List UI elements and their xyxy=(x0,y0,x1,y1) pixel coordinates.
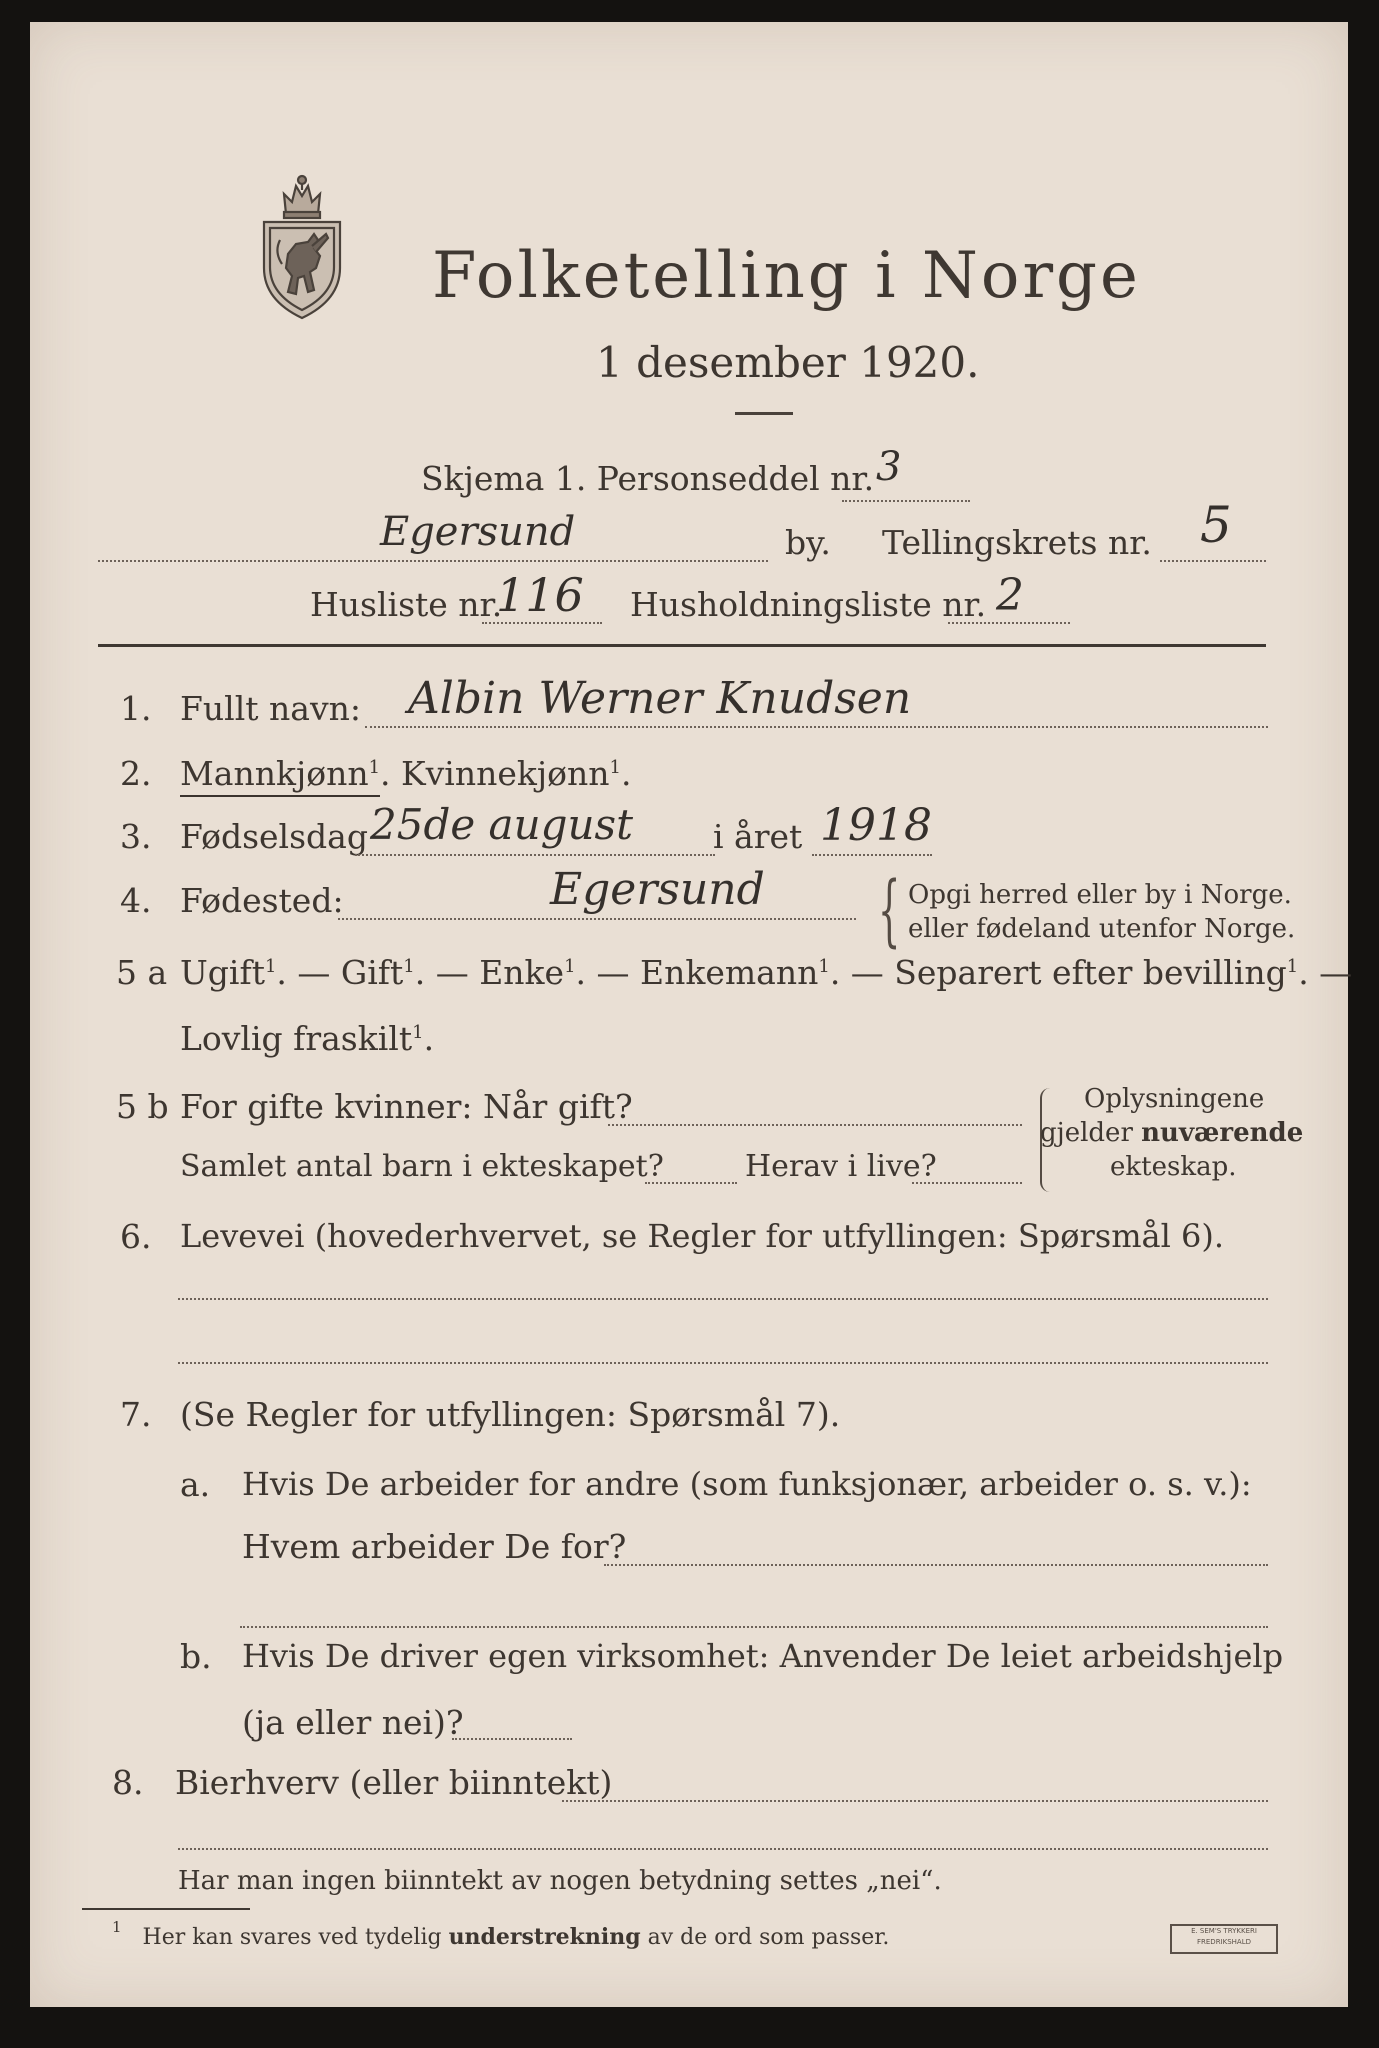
q6-line-2 xyxy=(178,1362,1268,1364)
by-value: Egersund xyxy=(380,509,576,555)
q5b-married-line xyxy=(608,1124,1022,1126)
q6-label: Levevei (hovederhvervet, se Regler for utfyllingen: Spørsmål 6). xyxy=(180,1217,1225,1255)
q7a-line xyxy=(604,1564,1268,1566)
by-line xyxy=(98,560,768,562)
q8-line-1 xyxy=(562,1800,1268,1802)
title-divider xyxy=(735,412,793,415)
husholdning-value: 2 xyxy=(996,570,1024,621)
q3-number: 3. xyxy=(120,817,152,856)
footnote-marker: 1 xyxy=(112,1918,122,1936)
q3-day-value: 25de august xyxy=(370,800,633,849)
q5a-line2: Lovlig fraskilt$^1$. xyxy=(180,1019,435,1058)
skjema-line xyxy=(842,500,970,502)
coat-of-arms-icon xyxy=(258,172,346,322)
printer-stamp xyxy=(1170,1924,1278,1954)
q8-note: Har man ingen biinntekt av nogen betydning settes „nei“. xyxy=(178,1866,942,1896)
q5a-number: 5 a xyxy=(116,953,168,992)
q4-number: 4. xyxy=(120,881,152,920)
husliste-line xyxy=(482,622,602,624)
tellingskrets-line xyxy=(1160,560,1266,562)
q4-label: Fødested: xyxy=(180,881,344,920)
q8-number: 8. xyxy=(112,1763,144,1802)
husliste-value: 116 xyxy=(496,568,584,622)
footnote-rule xyxy=(82,1908,250,1910)
q7a-letter: a. xyxy=(180,1465,211,1504)
q8-line-2 xyxy=(178,1848,1268,1850)
q4-note-1: Opgi herred eller by i Norge. xyxy=(908,880,1292,910)
q7b-letter: b. xyxy=(180,1637,212,1676)
q4-note-brace: { xyxy=(878,866,901,956)
q1-label: Fullt navn: xyxy=(180,689,361,728)
q3-year-label: i året xyxy=(713,817,803,856)
tellingskrets-label: Tellingskrets nr. xyxy=(882,523,1152,562)
q5b-label-3: Herav i live? xyxy=(745,1149,937,1184)
q4-note-2: eller fødeland utenfor Norge. xyxy=(908,914,1296,944)
q1-number: 1. xyxy=(120,689,152,728)
q2-female: Kvinnekjønn xyxy=(401,754,610,793)
q5a-options: Ugift$^1$. — Gift$^1$. — Enke$^1$. — Enkemann$^1$. — Separert efter bevilling$^1$. — xyxy=(180,953,1353,992)
q4-value: Egersund xyxy=(550,864,765,915)
q7-label: (Se Regler for utfyllingen: Spørsmål 7). xyxy=(180,1395,841,1434)
printer-stamp-line2: FREDRIKSHALD xyxy=(1196,1938,1251,1946)
census-form-sheet xyxy=(30,22,1353,2007)
q8-label: Bierhverv (eller biinntekt) xyxy=(175,1763,613,1802)
form-date: 1 desember 1920. xyxy=(596,338,980,387)
q7b-line1: Hvis De driver egen virksomhet: Anvender De leiet arbeidshjelp xyxy=(242,1637,1284,1675)
q7b-line2: (ja eller nei)? xyxy=(242,1703,464,1742)
q7a-line-extra xyxy=(240,1626,1268,1628)
q7a-line1: Hvis De arbeider for andre (som funksjonær, arbeider o. s. v.): xyxy=(242,1465,1252,1503)
q1-line xyxy=(365,726,1268,728)
q3-year-line xyxy=(812,854,932,856)
q5b-alive-line xyxy=(912,1182,1022,1184)
skjema-label: Skjema 1. Personseddel nr. xyxy=(421,459,875,498)
q2-options: Mannkjønn$^1$. Kvinnekjønn$^1$. xyxy=(180,757,631,790)
husholdning-line xyxy=(948,622,1070,624)
header-rule xyxy=(98,644,1266,647)
q3-year-value: 1918 xyxy=(820,800,932,851)
q5b-note-3: ekteskap. xyxy=(1110,1152,1237,1182)
q5b-number: 5 b xyxy=(116,1087,169,1126)
q6-line-1 xyxy=(178,1298,1268,1300)
husholdning-label: Husholdningsliste nr. xyxy=(630,585,987,624)
skjema-value: 3 xyxy=(876,444,902,490)
q1-value: Albin Werner Knudsen xyxy=(408,673,912,724)
q3-day-line xyxy=(355,854,715,856)
q5b-children-line xyxy=(645,1182,737,1184)
q5b-label-2: Samlet antal barn i ekteskapet? xyxy=(180,1149,664,1184)
form-title: Folketelling i Norge xyxy=(432,239,1141,313)
q4-line xyxy=(338,918,856,920)
q5b-note-1: Oplysningene xyxy=(1084,1084,1265,1114)
q5b-label-1: For gifte kvinner: Når gift? xyxy=(180,1087,633,1126)
q7-number: 7. xyxy=(120,1395,152,1434)
q3-label: Fødselsdag xyxy=(180,817,368,856)
q7b-line xyxy=(452,1738,572,1740)
tellingskrets-value: 5 xyxy=(1200,496,1232,554)
q7a-line2: Hvem arbeider De for? xyxy=(242,1527,627,1566)
q6-number: 6. xyxy=(120,1217,152,1256)
by-label: by. xyxy=(785,523,831,562)
q2-number: 2. xyxy=(120,754,152,793)
footnote: $^1$ Her kan svares ved tydelig understrekning av de ord som passer. xyxy=(112,1918,890,1950)
husliste-label: Husliste nr. xyxy=(310,585,503,624)
q5b-note-2: gjelder nuværende xyxy=(1040,1118,1304,1148)
printer-stamp-line1: E. SEM'S TRYKKERI xyxy=(1191,1927,1257,1935)
q2-male: Mannkjønn$^1$ xyxy=(180,754,380,797)
